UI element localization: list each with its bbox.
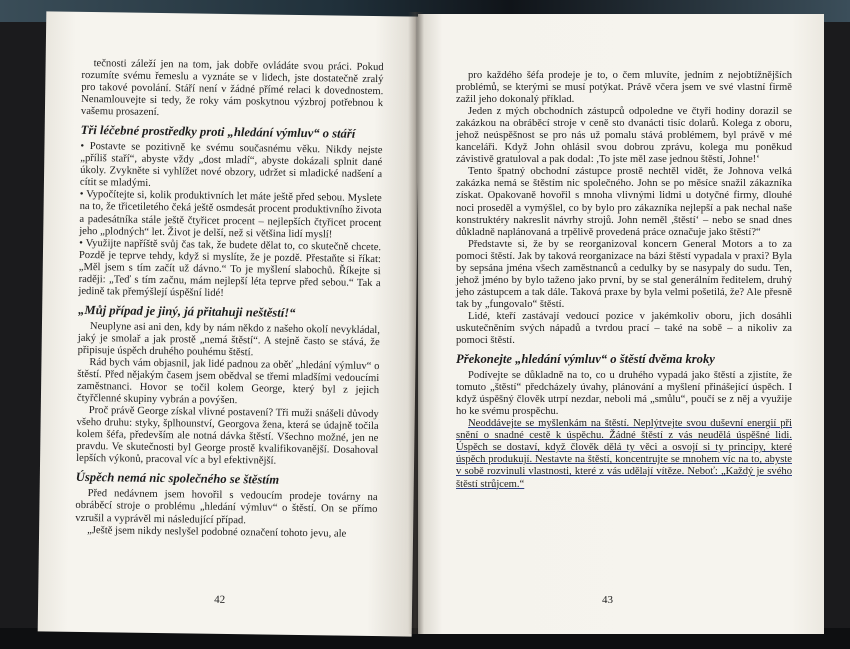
underlined-paragraph [456, 418, 792, 490]
paragraph: Rád bych vám objasnil, jak lidé padnou za oběť „hledání výmluv“ o štěstí. Před nějakým časem jsem obědval se třemi mladšími vedoucími zaměstnanci. Hovor se točil kolem George, který byl z jejich čtyřčlenné skupiny vybrán a povýšen. [76, 357, 380, 407]
paragraph: Jeden z mých obchodních zástupců odpoledne ve čtyři hodiny dorazil se zakázkou na obráběcí stroje v ceně sto dvanácti tisíc dolarů. Kolega z oboru, jehož neúspěšnost se pro nás už pomalu stává problémem, byl právě v mé kanceláři. Když John ohlásil svou dobrou zprávu, kolega mu poněkud závistivě gratuloval a pak dodal: ,To jste měl zase jednou štěstí, Johne!‘ [456, 106, 792, 166]
page-number: 43 [602, 594, 613, 606]
right-page-text [456, 70, 792, 491]
paragraph: tečnosti záleží jen na tom, jak dobře ovládáte svou práci. Pokud rozumíte svému řemeslu a vyznáte se v lidech, jste dostatečně zralý pro takové povolání. Stáří není v žádné přímé relaci k dovednostem. Nenamlouvejte si tedy, že roky vám poskytnou výzbroj potřebnou k vašemu prosazení. [80, 58, 384, 119]
paragraph: „Ještě jsem nikdy neslyšel podobné označení tohoto jevu, ale [87, 524, 347, 540]
right-page [418, 14, 824, 634]
paragraph: Tento špatný obchodní zástupce prostě nechtěl vidět, že Johnova velká zakázka nemá se štěstím nic společného. John se po měsíce snažil zákazníka získat. Opakovaně hovořil s mnoha vlivnými lidmi u dotyčné firmy, dlouhé noci proseděl a vymýšlel, co by bylo pro zákazníka nejlepší a pak nechal naše konstruktéry nakreslit návrhy strojů. John neměl ,štěstí‘ – nebo se snad dnes důkladně naplánovaná a trpělivě provedená práce označuje jako štěstí?“ [456, 166, 792, 238]
bullet-item: • Vypočítejte si, kolik produktivních let máte ještě před sebou. Myslete na to, že třicetiletého čeká ještě osmdesát procent produktivního života a padesátníka stále ještě čtyřicet procent – nejlepších čtyřicet procent jeho „plodných“ let. Život je delší, než si většina lidí myslí! [79, 189, 382, 240]
section-heading: Překonejte „hledání výmluv“ o štěstí dvěma kroky [456, 352, 715, 367]
paragraph: pro každého šéfa prodeje je to, o čem mluvíte, jedním z nejobtížnějších problémů, se kterými se musí potýkat. Právě včera jsem ve své vlastní firmě zažil jeho dokonalý příklad. [456, 70, 792, 106]
bullet-item: • Postavte se pozitivně ke svému současnému věku. Nikdy nejste „příliš staří“, abyste vždy „dost mladí“, abyste dokázali splnit dané úkoly. Zvykněte si vyhlížet nové obzory, udržet si mladické nadšení a cítit se mladými. [79, 141, 383, 190]
book-spine-shadow [408, 12, 424, 634]
paragraph: Představte si, že by se reorganizoval koncern General Motors a to za pomoci štěstí. Jak by taková reorganizace na bázi štěstí vypadala v praxi? Byla by sepsána jména všech zaměstnanců a cedulky by se nasypaly do sudu. Ten, jehož jméno by bylo taženo jako první, by se stal generálním ředitelem, druhý jeho zástupcem a tak dále. Taková praxe by byla velmi pošetilá, že? Ale přesně tak by „fungovalo“ štěstí. [456, 238, 792, 310]
paragraph: Před nedávnem jsem hovořil s vedoucím prodeje továrny na obráběcí stroje o problému „hledání výmluv“ o štěstí. On se přímo vzrušil a vyprávěl mi následující případ. [75, 488, 378, 526]
paragraph: Proč právě George získal vlivné postavení? Tři muži snášeli důvody všeho druhu: styky, šplhounství, Georgova žena, která se údajně točila kolem šéfa, především ale notná dávka štěstí. Všechno možné, jen ne pravdu. Ve skutečnosti byl George prostě kvalifikovanější. Dosahoval lepších výkonů, pracoval víc a byl efektivnější. [76, 405, 379, 468]
pen-underline: Neoddávejte se myšlenkám na štěstí. Neplýtvejte svou duševní energií při snění o snadné cestě k úspěchu. Žádné štěstí z vás neudělá úspěšné lidi. Úspěch se dostaví, když člověk dělá ty věci a osvojí si ty principy, které úspěch produkují. Nestavte na štěstí, koncentrujte se mnohem víc na to, abyste v sobě rozvinuli vlastnosti, které z vás udělají vítěze. Neboť: „Každý je svého štěstí strůjcem.“ [456, 418, 792, 490]
paragraph: Lidé, kteří zastávají vedoucí pozice v jakémkoliv oboru, jich dosáhli uskutečněním svých nápadů a tvrdou prací – také na sobě – a nikoliv za pomoci štěstí. [456, 310, 792, 347]
section-heading: Tři léčebné prostředky proti „hledání výmluv“ o stáří [80, 123, 356, 141]
page-number: 42 [214, 593, 226, 606]
paragraph: Podívejte se důkladně na to, co u druhého vypadá jako štěstí a zjistíte, že tomuto „štěstí“ předcházely úvahy, plánování a myšlení přinášející úspěch. I když úspěšný člověk utrpí nezdar, neboli má „smůlu“, poučí se z něj a využije ho ke svému prospěchu. [456, 370, 792, 418]
left-page-text [75, 58, 384, 541]
section-heading: Úspěch nemá nic společného se štěstím [75, 470, 280, 488]
section-heading: „Můj případ je jiný, já přitahuji neštěstí!“ [78, 302, 296, 320]
bullet-item: • Využijte napříště svůj čas tak, že budete dělat to, co skutečně chcete. Pozdě je teprve tehdy, když si myslíte, že je pozdě. Přestaňte si říkat: „Měl jsem s tím začít už dávno.“ To je myšlení slabochů. Říkejte si raději: „Teď s tím začnu, mám nejlepší léta teprve před sebou.“ Tak a jedině tak přemýšlejí úspěšní lidé! [78, 237, 382, 299]
paragraph: Neuplyne asi ani den, kdy by nám někdo z našeho okolí nevykládal, jaký je smolař a jak prostě „nemá štěstí“. A stejně často se stává, že připisuje úspěch druhého pouhému štěstí. [77, 320, 381, 359]
left-page [38, 11, 421, 636]
